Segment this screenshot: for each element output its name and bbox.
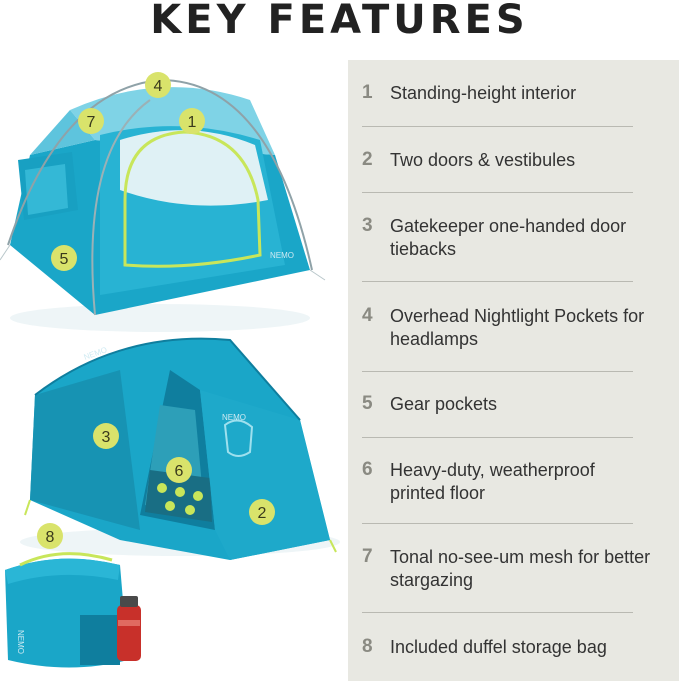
- feature-number: 6: [362, 459, 373, 480]
- svg-text:NEMO: NEMO: [82, 345, 109, 362]
- feature-number: 4: [362, 305, 373, 326]
- features-panel: [348, 60, 679, 681]
- feature-number: 7: [362, 546, 373, 567]
- feature-label: Overhead Nightlight Pockets for headlamps: [390, 306, 645, 349]
- divider: [362, 281, 633, 282]
- divider: [362, 371, 633, 372]
- callout-3: [93, 423, 119, 449]
- svg-text:NEMO: NEMO: [222, 413, 246, 422]
- feature-number: 3: [362, 215, 373, 236]
- divider: [362, 612, 633, 613]
- svg-text:NEMO: NEMO: [270, 251, 294, 260]
- feature-label: Heavy-duty, weatherproof printed floor: [390, 460, 595, 503]
- feature-label: Included duffel storage bag: [390, 637, 607, 657]
- callout-6: [166, 457, 192, 483]
- feature-number: 1: [362, 82, 373, 103]
- feature-label: Tonal no-see-um mesh for better stargazing: [390, 547, 651, 590]
- callout-7: [78, 108, 104, 134]
- svg-text:8: 8: [45, 529, 55, 546]
- tent-illustration: [0, 60, 345, 681]
- svg-text:NEMO: NEMO: [16, 630, 25, 654]
- feature-label: Gatekeeper one-handed door tiebacks: [390, 216, 627, 259]
- svg-text:4: 4: [153, 78, 163, 95]
- svg-text:7: 7: [86, 114, 96, 131]
- callout-5: [51, 245, 77, 271]
- feature-number: 2: [362, 149, 373, 170]
- svg-text:5: 5: [59, 251, 69, 268]
- feature-label: Standing-height interior: [390, 83, 577, 103]
- feature-number: 5: [362, 393, 373, 414]
- feature-number: 8: [362, 636, 373, 657]
- callout-8: [37, 523, 63, 549]
- callout-4: [145, 72, 171, 98]
- svg-text:3: 3: [101, 429, 111, 446]
- divider: [362, 192, 633, 193]
- svg-text:2: 2: [257, 505, 267, 522]
- tent-top-image: [0, 80, 325, 332]
- feature-label: Gear pockets: [390, 394, 498, 414]
- page-title: KEY FEATURES: [150, 0, 529, 43]
- water-bottle-image: [117, 596, 141, 661]
- callout-1: [179, 108, 205, 134]
- divider: [362, 126, 633, 127]
- tent-middle-image: [20, 339, 340, 560]
- svg-text:1: 1: [187, 114, 197, 131]
- divider: [362, 523, 633, 524]
- callout-2: [249, 499, 275, 525]
- feature-label: Two doors & vestibules: [390, 150, 576, 170]
- divider: [362, 437, 633, 438]
- duffel-bag-image: [5, 554, 128, 668]
- svg-text:6: 6: [174, 463, 184, 480]
